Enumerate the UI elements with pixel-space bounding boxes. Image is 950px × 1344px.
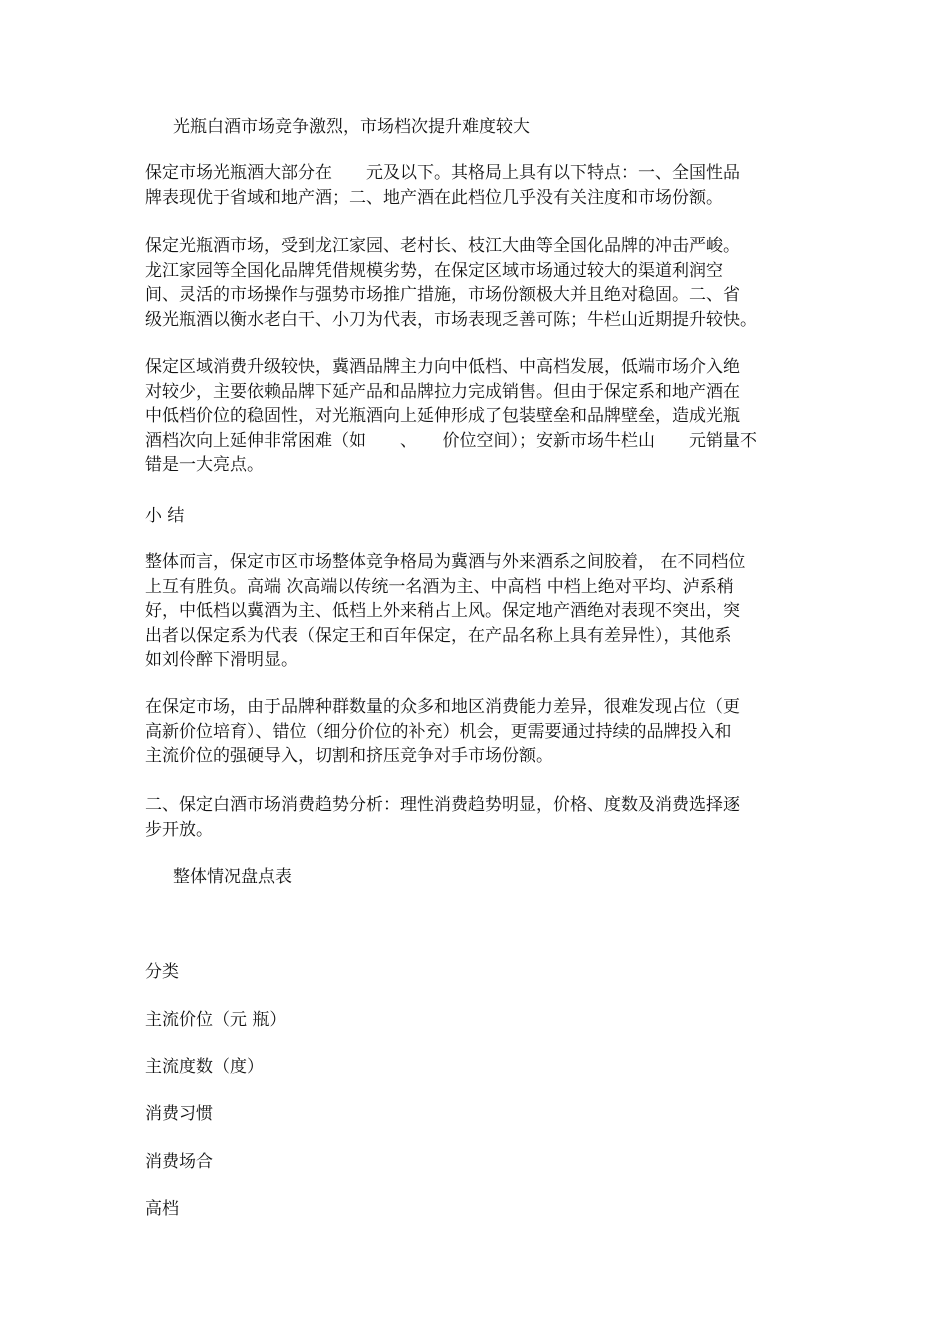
text-line: 保定区域消费升级较快，冀酒品牌主力向中低档、中高档发展，低端市场介入绝	[145, 357, 740, 377]
text-line: 对较少，主要依赖品牌下延产品和品牌拉力完成销售。但由于保定系和地产酒在	[145, 381, 740, 402]
text-line: 错是一大亮点。	[145, 455, 264, 475]
text-line: 二、保定白酒市场消费趋势分析：理性消费趋势明显，价格、度数及消费选择逐	[145, 795, 740, 815]
text-line: 高新价位培育）、错位（细分价位的补充）机会，更需要通过持续的品牌投入和	[145, 721, 732, 742]
text-line: 主流价位的强硬导入，切割和挤压竞争对手市场份额。	[145, 746, 553, 766]
table-item: 主流价位（元 瓶）	[145, 1010, 287, 1030]
table-item: 主流度数（度）	[145, 1057, 264, 1077]
text-line: 酒档次向上延伸非常困难（如 、 价位空间）；安新市场牛栏山 元销量不	[145, 430, 757, 451]
text-line: 牌表现优于省域和地产酒；二、地产酒在此档位几乎没有关注度和市场份额。	[145, 187, 723, 208]
text-line: 保定光瓶酒市场，受到龙江家园、老村长、枝江大曲等全国化品牌的冲击严峻。	[145, 236, 740, 256]
paragraph-2	[145, 234, 817, 332]
text-line: 间、灵活的市场操作与强势市场推广措施，市场份额极大并且绝对稳固。二、省	[145, 285, 740, 305]
text-line: 整体而言，保定市区市场整体竞争格局为冀酒与外来酒系之间胶着， 在不同档位	[145, 552, 746, 572]
table-item: 消费场合	[145, 1152, 213, 1172]
text-line: 如刘伶醉下滑明显。	[145, 650, 298, 670]
text-line: 在保定市场，由于品牌种群数量的众多和地区消费能力差异，很难发现占位（更	[145, 697, 740, 717]
text-line: 级光瓶酒以衡水老白干、小刀为代表，市场表现乏善可陈；牛栏山近期提升较快。	[145, 309, 757, 330]
text-line: 龙江家园等全国化品牌凭借规模劣势，在保定区域市场通过较大的渠道利润空	[145, 260, 723, 281]
table-title: 整体情况盘点表	[173, 867, 292, 887]
summary-heading: 小 结	[145, 506, 185, 526]
paragraph-1	[145, 161, 817, 210]
text-line: 保定市场光瓶酒大部分在 元及以下。其格局上具有以下特点：一、全国性品	[145, 163, 740, 183]
text-line: 步开放。	[145, 819, 213, 840]
text-line: 好，中低档以冀酒为主、低档上外来稍占上风。保定地产酒绝对表现不突出，突	[145, 601, 740, 621]
section-title: 光瓶白酒市场竞争激烈，市场档次提升难度较大	[173, 117, 530, 137]
table-item: 分类	[145, 962, 179, 982]
summary-paragraph-3	[145, 793, 817, 842]
summary-paragraph-2	[145, 695, 817, 769]
text-line: 出者以保定系为代表（保定王和百年保定，在产品名称上具有差异性），其他系	[145, 625, 732, 646]
paragraph-3	[145, 355, 817, 478]
table-item: 高档	[145, 1199, 179, 1219]
summary-paragraph-1	[145, 550, 817, 673]
text-line: 中低档价位的稳固性，对光瓶酒向上延伸形成了包装壁垒和品牌壁垒，造成光瓶	[145, 406, 740, 426]
table-item: 消费习惯	[145, 1104, 213, 1124]
text-line: 上互有胜负。高端 次高端以传统一名酒为主、中高档 中档上绝对平均、泸系稍	[145, 576, 734, 597]
